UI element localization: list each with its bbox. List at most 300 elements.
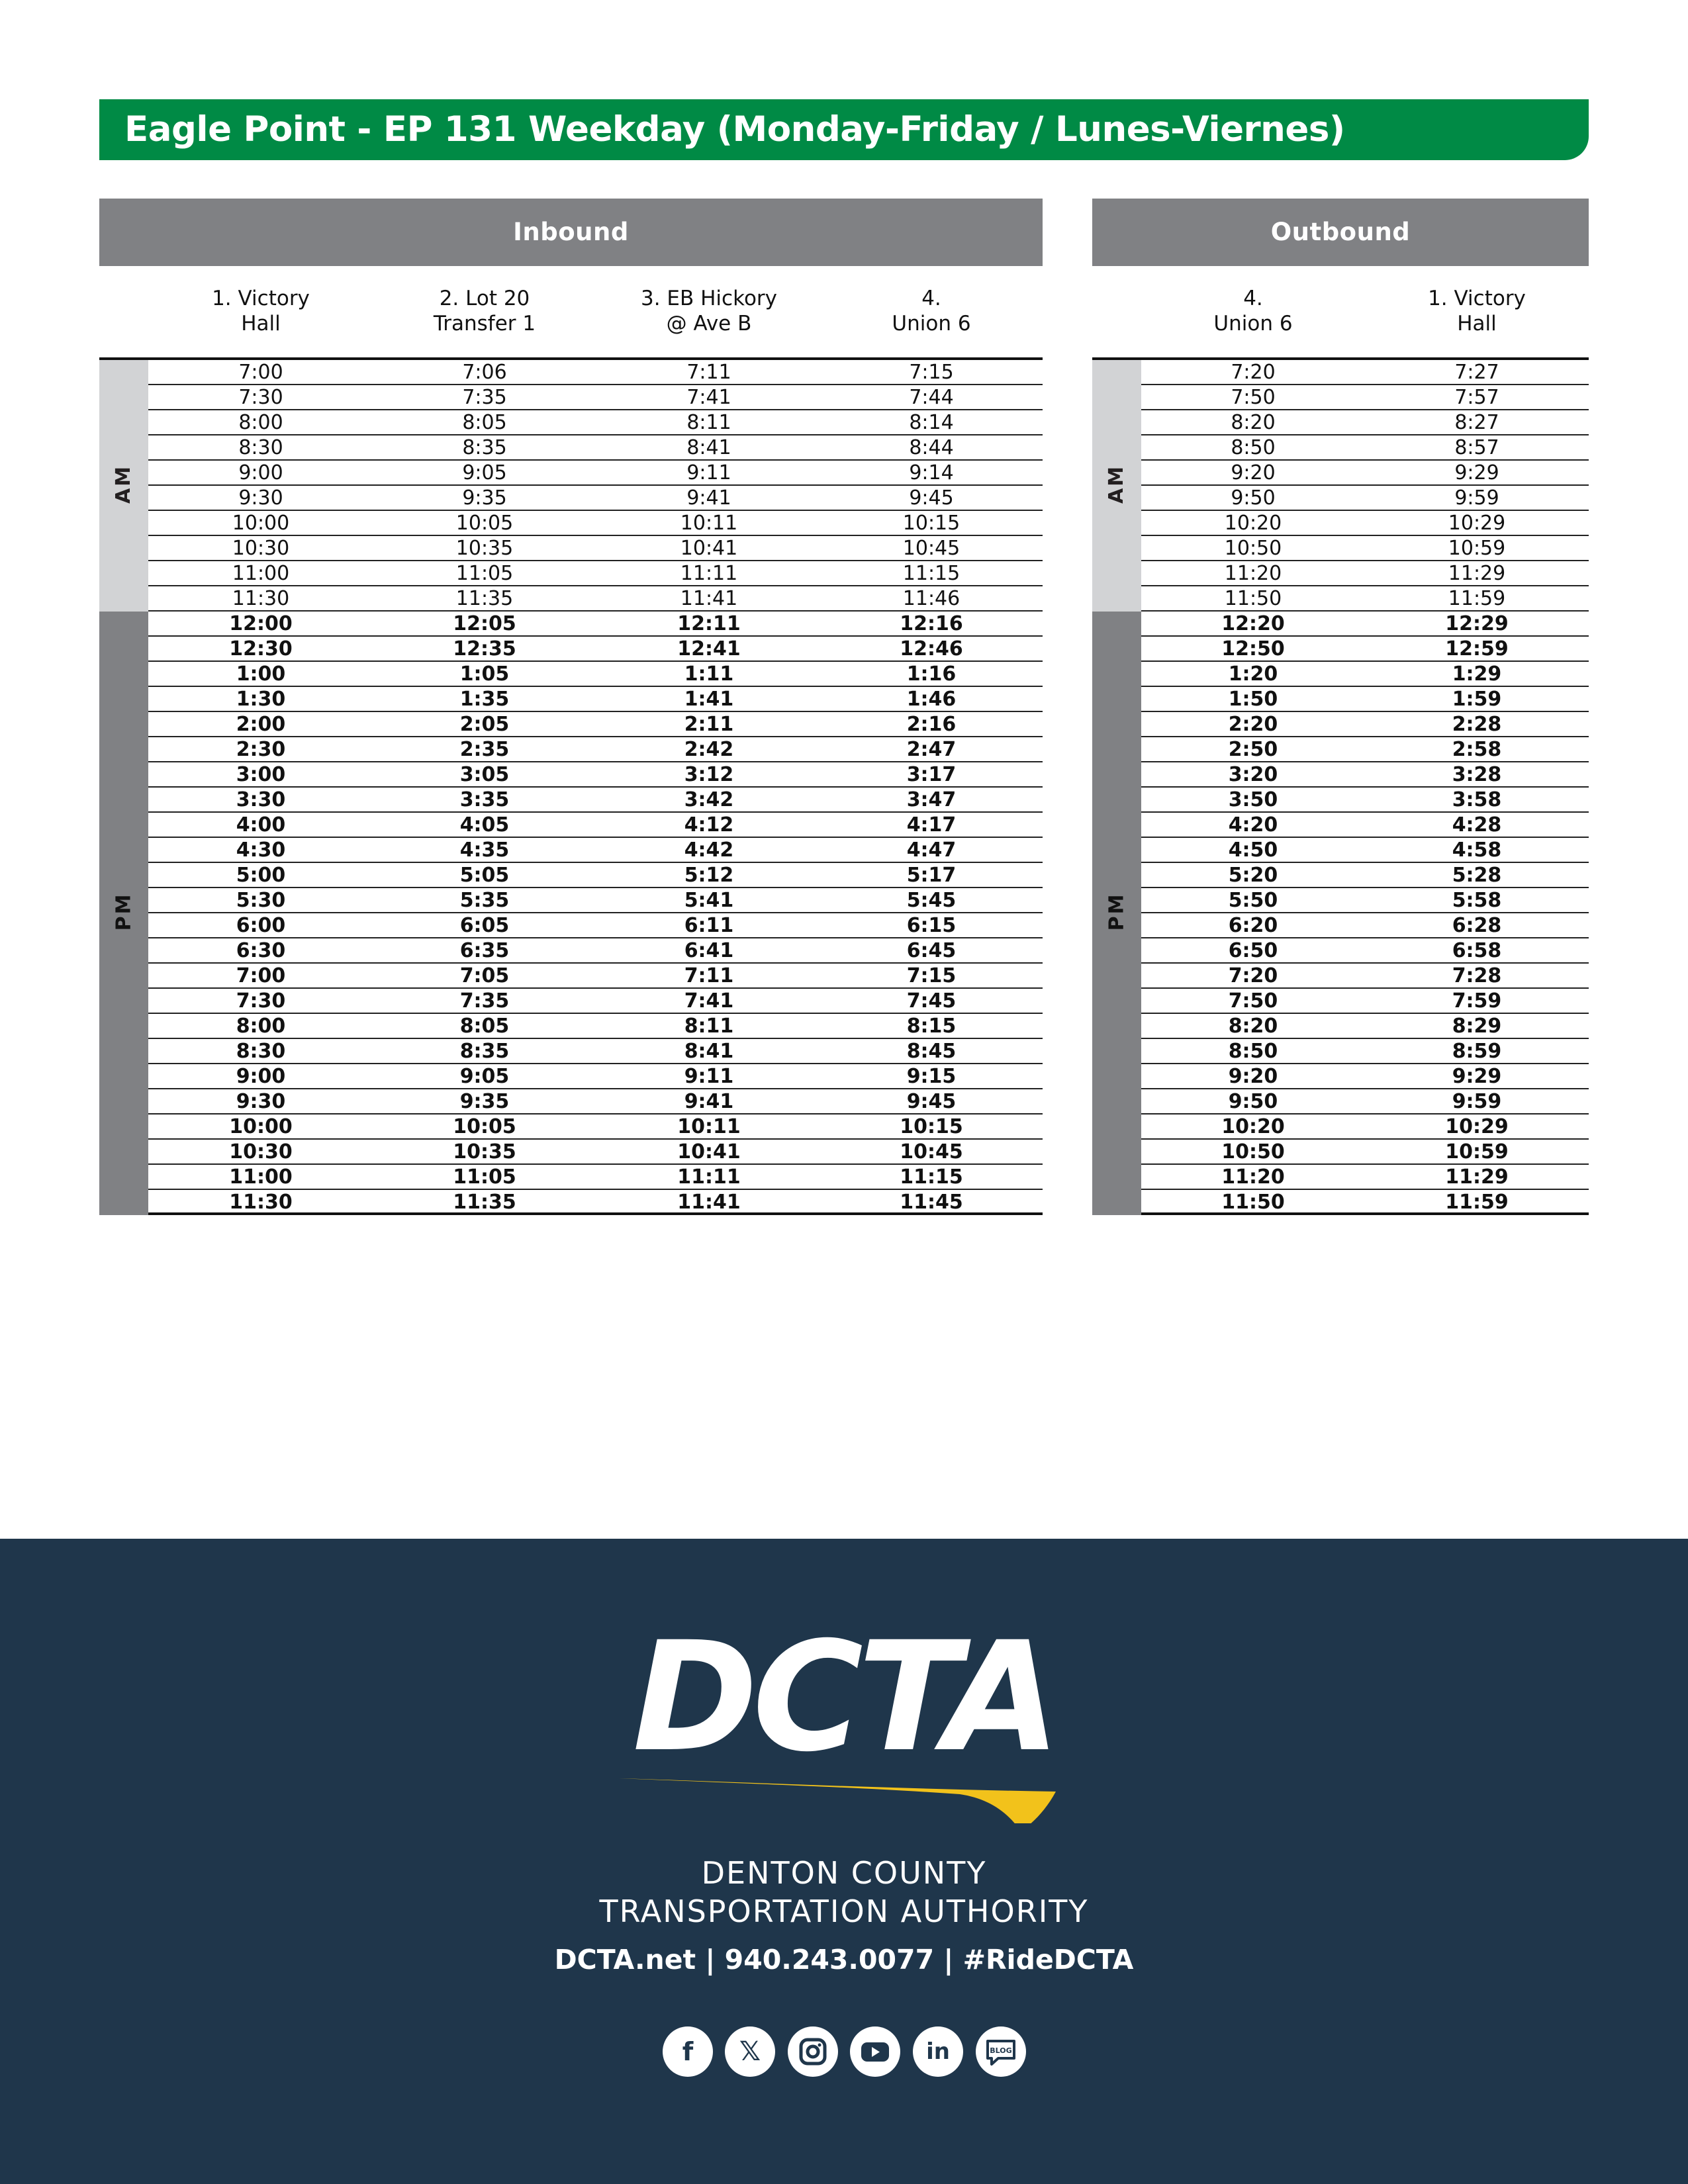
linkedin-icon[interactable]: in bbox=[913, 2026, 963, 2077]
table-row bbox=[148, 913, 1043, 938]
instagram-icon[interactable] bbox=[788, 2026, 838, 2077]
time-cell: 5:58 bbox=[1452, 889, 1502, 912]
time-cell: 4:17 bbox=[906, 813, 957, 837]
table-row bbox=[148, 938, 1043, 964]
time-cell: 11:30 bbox=[232, 587, 290, 610]
table-row bbox=[1141, 762, 1589, 788]
time-cell: 12:30 bbox=[229, 637, 293, 660]
time-cell: 9:05 bbox=[462, 461, 507, 484]
blog-icon-label: BLOG bbox=[990, 2046, 1012, 2055]
time-cell: 9:50 bbox=[1228, 1090, 1278, 1113]
table-row bbox=[1141, 687, 1589, 712]
time-cell: 11:59 bbox=[1448, 587, 1506, 610]
table-row bbox=[1141, 1089, 1589, 1115]
time-cell: 10:00 bbox=[229, 1115, 293, 1138]
table-row bbox=[1141, 461, 1589, 486]
time-cell: 3:17 bbox=[906, 763, 957, 786]
am-label bbox=[99, 464, 148, 504]
time-cell: 10:41 bbox=[677, 1140, 741, 1163]
time-cell: 11:30 bbox=[229, 1191, 293, 1214]
table-row bbox=[148, 662, 1043, 687]
time-cell: 11:00 bbox=[229, 1165, 293, 1189]
time-cell: 3:05 bbox=[459, 763, 510, 786]
time-cell: 8:15 bbox=[906, 1015, 957, 1038]
table-row bbox=[148, 989, 1043, 1014]
org-name-line2: TRANSPORTATION AUTHORITY bbox=[599, 1893, 1089, 1929]
table-row bbox=[1141, 637, 1589, 662]
time-cell: 6:15 bbox=[906, 914, 957, 937]
time-cell: 5:35 bbox=[459, 889, 510, 912]
time-cell: 5:41 bbox=[684, 889, 734, 912]
time-cell: 11:11 bbox=[677, 1165, 741, 1189]
time-cell: 10:50 bbox=[1224, 537, 1282, 560]
time-cell: 6:58 bbox=[1452, 939, 1502, 962]
time-cell: 11:50 bbox=[1224, 587, 1282, 610]
time-cell: 7:20 bbox=[1231, 361, 1276, 384]
column-header-line2: Hall bbox=[1457, 312, 1497, 336]
inbound-body bbox=[99, 360, 1043, 1215]
table-row bbox=[1141, 385, 1589, 410]
column-header-line2: Union 6 bbox=[1213, 312, 1293, 336]
table-row bbox=[148, 637, 1043, 662]
am-band bbox=[1092, 360, 1141, 612]
time-cell: 8:11 bbox=[686, 411, 731, 434]
time-cell: 9:11 bbox=[686, 461, 731, 484]
logo-swoosh bbox=[619, 1778, 1056, 1823]
column-header-line2: Union 6 bbox=[892, 312, 971, 336]
time-cell: 4:00 bbox=[236, 813, 286, 837]
time-cell: 11:41 bbox=[677, 1191, 741, 1214]
table-row bbox=[1141, 838, 1589, 863]
time-cell: 10:11 bbox=[680, 512, 738, 535]
time-cell: 4:20 bbox=[1228, 813, 1278, 837]
time-cell: 12:41 bbox=[677, 637, 741, 660]
table-row bbox=[1141, 989, 1589, 1014]
outbound-body bbox=[1092, 360, 1589, 1215]
time-cell: 7:45 bbox=[906, 989, 957, 1013]
time-cell: 10:05 bbox=[455, 512, 514, 535]
time-cell: 10:50 bbox=[1221, 1140, 1285, 1163]
time-cell: 9:30 bbox=[236, 1090, 286, 1113]
table-row bbox=[1141, 964, 1589, 989]
table-row bbox=[148, 888, 1043, 913]
table-row bbox=[1141, 1039, 1589, 1064]
table-row bbox=[148, 712, 1043, 737]
time-cell: 3:28 bbox=[1452, 763, 1502, 786]
time-cell: 10:29 bbox=[1445, 1115, 1509, 1138]
time-cell: 7:30 bbox=[236, 989, 286, 1013]
time-cell: 8:20 bbox=[1228, 1015, 1278, 1038]
time-cell: 10:35 bbox=[453, 1140, 516, 1163]
time-cell: 5:30 bbox=[236, 889, 286, 912]
column-header-line2: Hall bbox=[241, 312, 281, 336]
table-row bbox=[148, 511, 1043, 536]
table-row bbox=[148, 561, 1043, 586]
time-cell: 6:41 bbox=[684, 939, 734, 962]
time-cell: 1:00 bbox=[236, 662, 286, 686]
time-cell: 12:00 bbox=[229, 612, 293, 635]
time-cell: 8:35 bbox=[462, 436, 507, 459]
time-cell: 8:05 bbox=[462, 411, 507, 434]
table-row bbox=[148, 813, 1043, 838]
pm-band bbox=[1092, 612, 1141, 1215]
time-cell: 6:00 bbox=[236, 914, 286, 937]
table-row bbox=[148, 863, 1043, 888]
table-row bbox=[148, 1089, 1043, 1115]
time-cell: 10:29 bbox=[1448, 512, 1506, 535]
time-cell: 6:35 bbox=[459, 939, 510, 962]
time-cell: 11:00 bbox=[232, 562, 290, 585]
table-row bbox=[148, 737, 1043, 762]
time-cell: 2:50 bbox=[1228, 738, 1278, 761]
time-cell: 8:35 bbox=[459, 1040, 510, 1063]
time-cell: 5:12 bbox=[684, 864, 734, 887]
time-cell: 4:30 bbox=[236, 839, 286, 862]
time-cell: 11:11 bbox=[680, 562, 738, 585]
table-row bbox=[148, 1039, 1043, 1064]
time-cell: 2:42 bbox=[684, 738, 734, 761]
time-cell: 4:35 bbox=[459, 839, 510, 862]
time-cell: 12:11 bbox=[677, 612, 741, 635]
time-cell: 1:20 bbox=[1228, 662, 1278, 686]
time-cell: 9:11 bbox=[684, 1065, 734, 1088]
time-cell: 3:47 bbox=[906, 788, 957, 811]
time-cell: 8:30 bbox=[238, 436, 283, 459]
time-cell: 6:50 bbox=[1228, 939, 1278, 962]
time-cell: 11:05 bbox=[453, 1165, 516, 1189]
schedule-title: Eagle Point - EP 131 Weekday (Monday-Friday / Lunes-Viernes) bbox=[124, 109, 1345, 150]
table-row bbox=[1141, 536, 1589, 561]
time-cell: 10:20 bbox=[1221, 1115, 1285, 1138]
time-cell: 6:20 bbox=[1228, 914, 1278, 937]
time-cell: 6:05 bbox=[459, 914, 510, 937]
time-cell: 3:50 bbox=[1228, 788, 1278, 811]
time-cell: 1:41 bbox=[684, 688, 734, 711]
time-cell: 10:15 bbox=[902, 512, 961, 535]
table-row bbox=[1141, 1165, 1589, 1190]
blog-icon[interactable] bbox=[976, 2026, 1026, 2077]
time-cell: 4:05 bbox=[459, 813, 510, 837]
pm-label-text: PM bbox=[1105, 892, 1129, 931]
time-cell: 2:11 bbox=[684, 713, 734, 736]
time-cell: 7:11 bbox=[686, 361, 731, 384]
time-cell: 9:59 bbox=[1454, 486, 1499, 510]
column-header-line2: @ Ave B bbox=[666, 312, 752, 336]
table-row bbox=[148, 1064, 1043, 1089]
time-cell: 4:50 bbox=[1228, 839, 1278, 862]
time-cell: 11:29 bbox=[1445, 1165, 1509, 1189]
table-row bbox=[1141, 863, 1589, 888]
table-row bbox=[148, 536, 1043, 561]
time-cell: 3:42 bbox=[684, 788, 734, 811]
time-cell: 8:41 bbox=[684, 1040, 734, 1063]
org-name-line1: DENTON COUNTY bbox=[701, 1855, 987, 1891]
time-cell: 11:20 bbox=[1221, 1165, 1285, 1189]
am-label-text: AM bbox=[112, 464, 136, 504]
table-row bbox=[1141, 360, 1589, 385]
time-cell: 9:45 bbox=[909, 486, 954, 510]
time-cell: 7:30 bbox=[238, 386, 283, 409]
table-row bbox=[148, 687, 1043, 712]
time-cell: 7:28 bbox=[1452, 964, 1502, 987]
time-cell: 8:30 bbox=[236, 1040, 286, 1063]
facebook-icon[interactable]: f bbox=[663, 2026, 713, 2077]
time-cell: 5:50 bbox=[1228, 889, 1278, 912]
time-cell: 10:05 bbox=[453, 1115, 516, 1138]
time-cell: 12:35 bbox=[453, 637, 516, 660]
time-cell: 12:29 bbox=[1445, 612, 1509, 635]
time-cell: 8:44 bbox=[909, 436, 954, 459]
table-row bbox=[1141, 737, 1589, 762]
time-cell: 2:58 bbox=[1452, 738, 1502, 761]
time-cell: 5:00 bbox=[236, 864, 286, 887]
table-row bbox=[1141, 1140, 1589, 1165]
time-cell: 10:11 bbox=[677, 1115, 741, 1138]
time-cell: 9:35 bbox=[459, 1090, 510, 1113]
table-row bbox=[148, 838, 1043, 863]
time-cell: 8:50 bbox=[1228, 1040, 1278, 1063]
time-cell: 7:20 bbox=[1228, 964, 1278, 987]
time-cell: 7:06 bbox=[462, 361, 507, 384]
time-cell: 4:12 bbox=[684, 813, 734, 837]
table-row bbox=[148, 410, 1043, 435]
time-cell: 7:00 bbox=[236, 964, 286, 987]
table-row bbox=[1141, 586, 1589, 612]
time-cell: 7:11 bbox=[684, 964, 734, 987]
time-cell: 3:20 bbox=[1228, 763, 1278, 786]
time-cell: 4:47 bbox=[906, 839, 957, 862]
time-cell: 8:57 bbox=[1454, 436, 1499, 459]
time-cell: 10:41 bbox=[680, 537, 738, 560]
time-cell: 7:35 bbox=[459, 989, 510, 1013]
time-cell: 11:45 bbox=[900, 1191, 963, 1214]
time-cell: 1:11 bbox=[684, 662, 734, 686]
column-header-line2: Transfer 1 bbox=[433, 312, 536, 336]
time-cell: 1:59 bbox=[1452, 688, 1502, 711]
time-cell: 8:05 bbox=[459, 1015, 510, 1038]
table-row bbox=[148, 1140, 1043, 1165]
time-cell: 1:35 bbox=[459, 688, 510, 711]
table-row bbox=[1141, 612, 1589, 637]
time-cell: 6:11 bbox=[684, 914, 734, 937]
dcta-logo-text: DCTA bbox=[632, 1618, 1056, 1785]
outbound-header: Outbound bbox=[1092, 199, 1589, 266]
time-cell: 2:30 bbox=[236, 738, 286, 761]
inbound-column-headers bbox=[99, 266, 1043, 360]
inbound-column-header bbox=[152, 286, 370, 336]
time-cell: 4:28 bbox=[1452, 813, 1502, 837]
contact-line[interactable]: DCTA.net | 940.243.0077 | #RideDCTA bbox=[554, 1944, 1134, 1976]
table-row bbox=[148, 360, 1043, 385]
time-cell: 7:57 bbox=[1454, 386, 1499, 409]
time-cell: 7:59 bbox=[1452, 989, 1502, 1013]
table-row bbox=[1141, 511, 1589, 536]
time-cell: 11:29 bbox=[1448, 562, 1506, 585]
time-cell: 9:20 bbox=[1231, 461, 1276, 484]
time-cell: 11:41 bbox=[680, 587, 738, 610]
time-cell: 1:05 bbox=[459, 662, 510, 686]
time-cell: 6:45 bbox=[906, 939, 957, 962]
time-cell: 9:14 bbox=[909, 461, 954, 484]
table-row bbox=[148, 486, 1043, 511]
time-cell: 8:41 bbox=[686, 436, 731, 459]
footer bbox=[0, 1539, 1688, 2184]
table-row bbox=[1141, 662, 1589, 687]
time-cell: 10:45 bbox=[902, 537, 961, 560]
table-row bbox=[1141, 561, 1589, 586]
schedule-title-bar bbox=[99, 99, 1589, 160]
table-row bbox=[1141, 410, 1589, 435]
time-cell: 9:50 bbox=[1231, 486, 1276, 510]
inbound-header: Inbound bbox=[99, 199, 1043, 266]
table-row bbox=[148, 788, 1043, 813]
pm-band bbox=[99, 612, 148, 1215]
time-cell: 12:50 bbox=[1221, 637, 1285, 660]
am-label-text: AM bbox=[1105, 464, 1129, 504]
outbound-table bbox=[1092, 199, 1589, 1215]
time-cell: 8:27 bbox=[1454, 411, 1499, 434]
time-cell: 11:15 bbox=[902, 562, 961, 585]
table-row bbox=[1141, 1064, 1589, 1089]
time-cell: 7:50 bbox=[1228, 989, 1278, 1013]
time-cell: 5:28 bbox=[1452, 864, 1502, 887]
pm-label bbox=[1092, 892, 1141, 931]
column-header-line1: 1. Victory bbox=[212, 287, 310, 310]
time-cell: 8:00 bbox=[238, 411, 283, 434]
time-cell: 1:46 bbox=[906, 688, 957, 711]
time-cell: 7:50 bbox=[1231, 386, 1276, 409]
time-cell: 7:41 bbox=[684, 989, 734, 1013]
time-cell: 12:16 bbox=[900, 612, 963, 635]
column-header-line1: 3. EB Hickory bbox=[640, 287, 777, 310]
time-cell: 3:30 bbox=[236, 788, 286, 811]
time-cell: 9:30 bbox=[238, 486, 283, 510]
table-row bbox=[1141, 788, 1589, 813]
time-cell: 12:46 bbox=[900, 637, 963, 660]
pm-label bbox=[99, 892, 148, 931]
inbound-column-header bbox=[822, 286, 1041, 336]
inbound-column-header bbox=[375, 286, 594, 336]
time-cell: 11:35 bbox=[455, 587, 514, 610]
time-cell: 3:58 bbox=[1452, 788, 1502, 811]
time-cell: 10:30 bbox=[229, 1140, 293, 1163]
time-cell: 6:30 bbox=[236, 939, 286, 962]
time-cell: 4:58 bbox=[1452, 839, 1502, 862]
table-row bbox=[148, 461, 1043, 486]
time-cell: 9:41 bbox=[684, 1090, 734, 1113]
time-cell: 12:05 bbox=[453, 612, 516, 635]
table-row bbox=[148, 1165, 1043, 1190]
table-row bbox=[1141, 1115, 1589, 1140]
time-cell: 10:15 bbox=[900, 1115, 963, 1138]
column-header-line1: 4. bbox=[1243, 287, 1263, 310]
time-cell: 1:16 bbox=[906, 662, 957, 686]
time-cell: 7:00 bbox=[238, 361, 283, 384]
time-cell: 5:20 bbox=[1228, 864, 1278, 887]
time-cell: 9:29 bbox=[1454, 461, 1499, 484]
time-cell: 7:44 bbox=[909, 386, 954, 409]
table-row bbox=[148, 964, 1043, 989]
am-label bbox=[1092, 464, 1141, 504]
inbound-table bbox=[99, 199, 1043, 1215]
social-icons bbox=[0, 2026, 1688, 2079]
time-cell: 8:00 bbox=[236, 1015, 286, 1038]
table-row bbox=[1141, 435, 1589, 461]
time-cell: 2:00 bbox=[236, 713, 286, 736]
time-cell: 10:35 bbox=[455, 537, 514, 560]
table-row bbox=[148, 586, 1043, 612]
time-cell: 1:50 bbox=[1228, 688, 1278, 711]
pm-label-text: PM bbox=[112, 892, 136, 931]
time-cell: 11:35 bbox=[453, 1191, 516, 1214]
time-cell: 9:00 bbox=[236, 1065, 286, 1088]
time-cell: 11:15 bbox=[900, 1165, 963, 1189]
time-cell: 7:27 bbox=[1454, 361, 1499, 384]
table-row bbox=[1141, 888, 1589, 913]
table-row bbox=[1141, 1014, 1589, 1039]
time-cell: 6:28 bbox=[1452, 914, 1502, 937]
column-header-line1: 2. Lot 20 bbox=[439, 287, 530, 310]
time-cell: 2:16 bbox=[906, 713, 957, 736]
table-row bbox=[148, 1115, 1043, 1140]
time-cell: 9:45 bbox=[906, 1090, 957, 1113]
time-cell: 7:05 bbox=[459, 964, 510, 987]
time-cell: 8:20 bbox=[1231, 411, 1276, 434]
time-cell: 7:35 bbox=[462, 386, 507, 409]
outbound-column-header bbox=[1144, 286, 1362, 336]
x-icon[interactable]: 𝕏 bbox=[725, 2026, 775, 2077]
time-cell: 10:59 bbox=[1445, 1140, 1509, 1163]
time-cell: 8:29 bbox=[1452, 1015, 1502, 1038]
time-cell: 10:20 bbox=[1224, 512, 1282, 535]
time-cell: 5:17 bbox=[906, 864, 957, 887]
time-cell: 9:41 bbox=[686, 486, 731, 510]
time-cell: 5:05 bbox=[459, 864, 510, 887]
time-cell: 2:28 bbox=[1452, 713, 1502, 736]
time-cell: 3:12 bbox=[684, 763, 734, 786]
table-row bbox=[148, 1014, 1043, 1039]
time-cell: 8:14 bbox=[909, 411, 954, 434]
table-row bbox=[1141, 913, 1589, 938]
time-cell: 9:00 bbox=[238, 461, 283, 484]
time-cell: 10:59 bbox=[1448, 537, 1506, 560]
time-cell: 8:50 bbox=[1231, 436, 1276, 459]
time-cell: 9:59 bbox=[1452, 1090, 1502, 1113]
time-cell: 9:20 bbox=[1228, 1065, 1278, 1088]
time-cell: 11:50 bbox=[1221, 1191, 1285, 1214]
table-row bbox=[148, 1190, 1043, 1215]
table-row bbox=[1141, 712, 1589, 737]
time-cell: 7:41 bbox=[686, 386, 731, 409]
time-cell: 4:42 bbox=[684, 839, 734, 862]
time-cell: 5:45 bbox=[906, 889, 957, 912]
time-cell: 9:15 bbox=[906, 1065, 957, 1088]
table-row bbox=[148, 612, 1043, 637]
time-cell: 11:46 bbox=[902, 587, 961, 610]
time-cell: 12:20 bbox=[1221, 612, 1285, 635]
youtube-icon[interactable] bbox=[850, 2026, 900, 2077]
time-cell: 1:29 bbox=[1452, 662, 1502, 686]
time-cell: 2:05 bbox=[459, 713, 510, 736]
table-row bbox=[1141, 486, 1589, 511]
time-cell: 7:15 bbox=[906, 964, 957, 987]
column-header-line1: 4. bbox=[921, 287, 941, 310]
time-cell: 8:11 bbox=[684, 1015, 734, 1038]
table-row bbox=[148, 385, 1043, 410]
time-cell: 9:29 bbox=[1452, 1065, 1502, 1088]
time-cell: 11:59 bbox=[1445, 1191, 1509, 1214]
time-cell: 8:45 bbox=[906, 1040, 957, 1063]
